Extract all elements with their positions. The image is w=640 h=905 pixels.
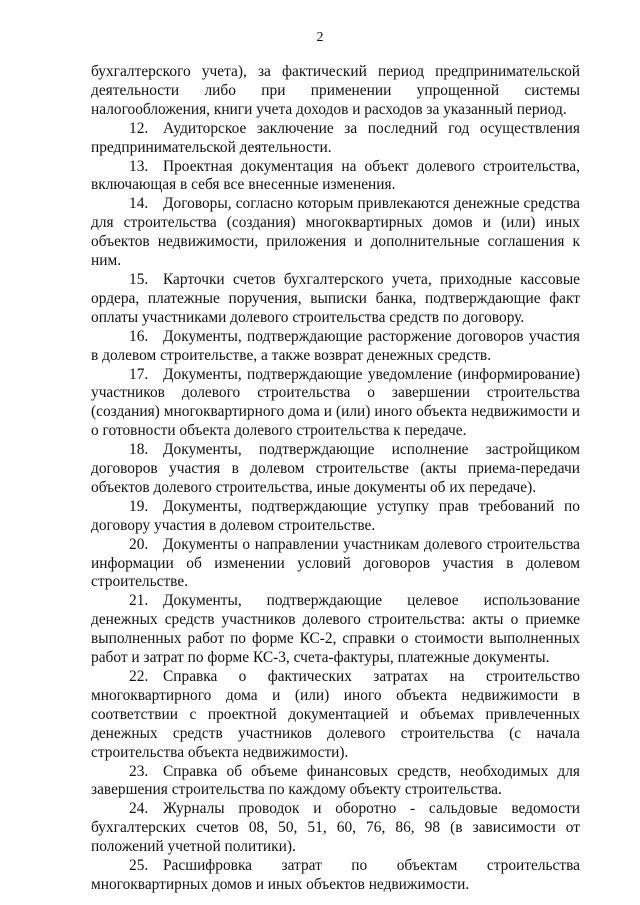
item-number: 15. — [129, 270, 149, 288]
list-item-23 — [91, 763, 580, 801]
item-text: Документы, подтверждающие уступку прав требований по договору участия в долевом строительстве. — [91, 497, 580, 534]
item-number: 13. — [129, 157, 149, 175]
list-item-20 — [91, 536, 580, 593]
item-text: Документы, подтверждающие расторжение договоров участия в долевом строительстве, а также возврат денежных средств. — [91, 327, 580, 364]
item-text: Справка об объеме финансовых средств, необходимых для завершения строительства по каждому объекту строительства. — [91, 762, 580, 799]
list-item-13 — [91, 158, 580, 196]
list-item-18 — [91, 441, 580, 498]
list-item-22 — [91, 668, 580, 763]
item-number: 21. — [129, 592, 149, 610]
document-body — [91, 63, 580, 895]
item-number: 12. — [129, 119, 149, 137]
item-text: Документы, подтверждающие целевое использование денежных средств участников долевого строительства: акты о приемке выполненных работ по форме КС-2, справки о стоимости выполненных работ и затрат по форме КС-3, счета-фактуры, платежные документы. — [91, 592, 580, 667]
item-number: 16. — [129, 327, 149, 345]
item-text: Справка о фактических затратах на строительство многоквартирного дома и (или) иного объекта недвижимости в соответствии с проектной документацией и объемах привлеченных денежных средств участников долевого строительства (с начала строительства объекта недвижимости). — [91, 668, 580, 761]
list-item-12 — [91, 120, 580, 158]
item-number: 17. — [129, 365, 149, 383]
item-text: Документы, подтверждающие уведомление (информирование) участников долевого строительства о завершении строительства (создания) многоквартирного дома и (или) иного объекта недвижимости и о готовности объекта долевого строительства к передаче. — [91, 365, 580, 440]
item-number: 14. — [129, 195, 149, 213]
item-text: Договоры, согласно которым привлекаются денежные средства для строительства (создания) многоквартирных домов и (или) иных объектов недвижимости, приложения и дополнительные соглашения к ним. — [91, 195, 580, 270]
item-number: 18. — [129, 441, 149, 459]
item-text: Документы, подтверждающие исполнение застройщиком договоров участия в долевом строительстве (акты приема-передачи объектов долевого строительства, иные документы об их передаче). — [91, 441, 580, 496]
intro-paragraph: бухгалтерского учета), за фактический период предпринимательской деятельности либо при применении упрощенной системы налогообложения, книги учета доходов и расходов за указанный период. — [91, 63, 580, 118]
item-text: Журналы проводок и оборотно - сальдовые ведомости бухгалтерских счетов 08, 50, 51, 60, 76, 86, 98 (в зависимости от положений учетной политики). — [91, 800, 580, 856]
page-number: 2 — [316, 30, 324, 45]
list-item-24 — [91, 800, 580, 857]
item-text: Проектная документация на объект долевого строительства, включающая в себя все внесенные изменения. — [91, 157, 580, 194]
item-text: Расшифровка затрат по объектам строительства многоквартирных домов и иных объектов недвижимости. — [91, 857, 580, 893]
list-item-25 — [91, 857, 580, 895]
list-item-16 — [91, 328, 580, 366]
item-number: 22. — [129, 668, 149, 685]
item-number: 25. — [129, 857, 149, 875]
list-item-14 — [91, 195, 580, 271]
list-item-15 — [91, 271, 580, 328]
item-number: 19. — [129, 497, 149, 515]
item-number: 20. — [129, 535, 149, 553]
list-item-21 — [91, 592, 580, 668]
item-text: Карточки счетов бухгалтерского учета, приходные кассовые ордера, платежные поручения, выписки банка, подтверждающие факт оплаты участниками долевого строительства средств по договору. — [91, 270, 580, 326]
item-number: 23. — [129, 762, 149, 780]
item-number: 24. — [129, 800, 149, 818]
list-item-17 — [91, 366, 580, 442]
item-text: Документы о направлении участникам долевого строительства информации об изменении условий договоров участия в долевом строительстве. — [91, 535, 580, 591]
list-item-19 — [91, 498, 580, 536]
item-text: Аудиторское заключение за последний год осуществления предпринимательской деятельности. — [91, 119, 580, 156]
